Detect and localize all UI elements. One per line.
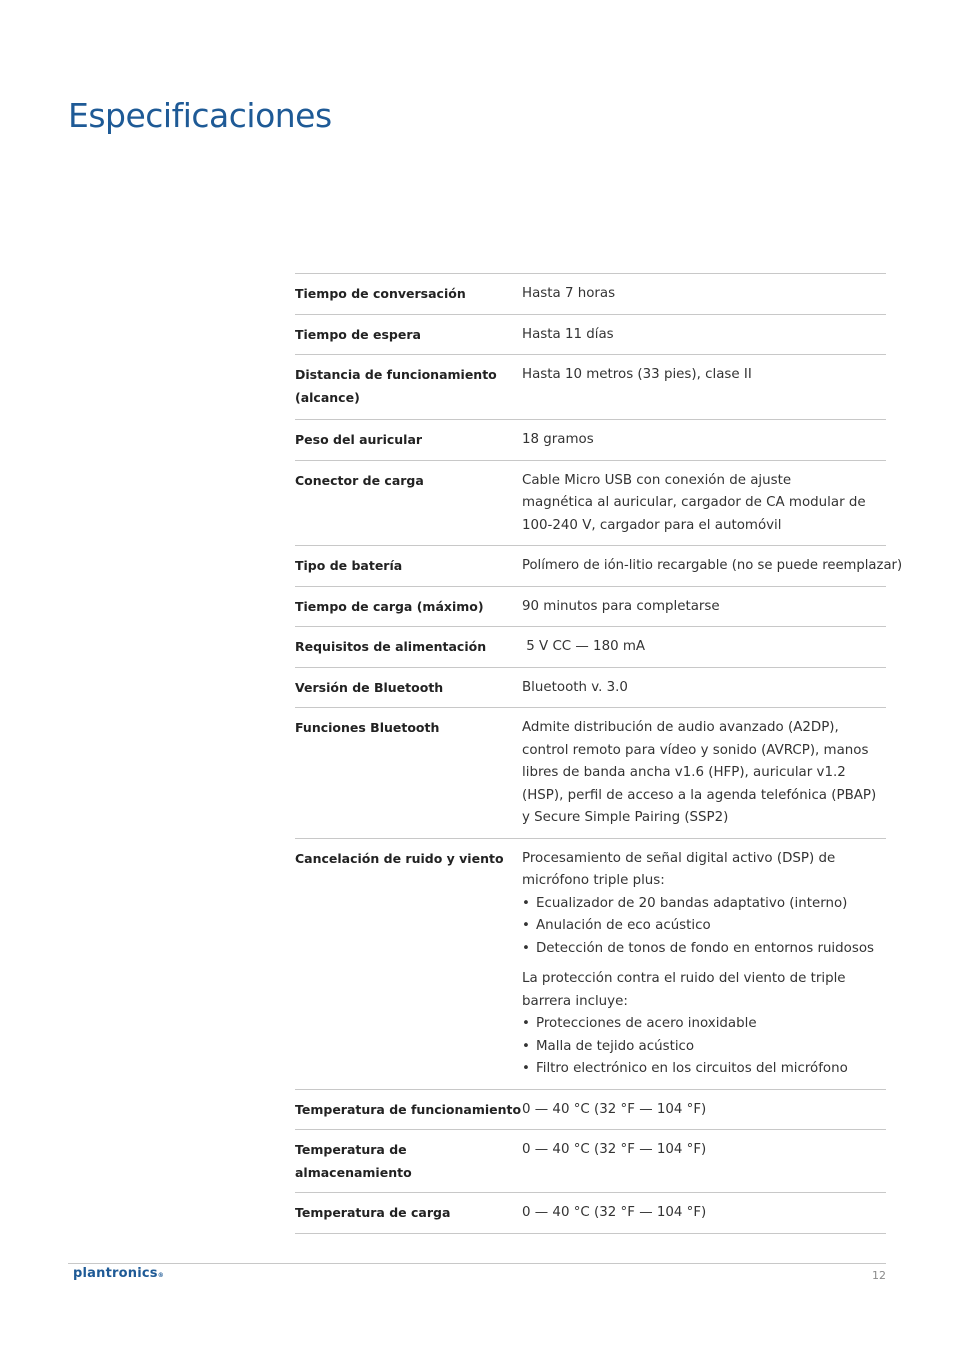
spec-value: 90 minutos para completarse — [522, 598, 720, 614]
spec-label: Tipo de batería — [295, 558, 403, 573]
spec-value: Cable Micro USB con conexión de ajuste magnética al auricular, cargador de CA modular de 100-240 V, cargador para el automóvil — [522, 472, 866, 533]
dsp-bullet-list — [522, 893, 886, 961]
spec-label: Versión de Bluetooth — [295, 679, 444, 695]
footer-divider — [68, 1263, 886, 1264]
spec-label: Cancelación de ruido y viento — [295, 850, 504, 866]
spec-row-range — [295, 355, 886, 420]
dsp-block — [522, 848, 886, 961]
spec-row-storage-temperature — [295, 1130, 886, 1193]
spec-row-charging-connector — [295, 461, 886, 547]
spec-table — [295, 273, 903, 1234]
spec-row-charging-temperature — [295, 1193, 886, 1234]
plantronics-logo — [73, 1266, 164, 1281]
spec-label: Tiempo de carga (máximo) — [295, 598, 484, 614]
spec-row-battery-type — [295, 546, 903, 587]
spec-value: Hasta 10 metros (33 pies), clase II — [522, 367, 752, 382]
spec-label: Tiempo de conversación — [295, 286, 466, 301]
spec-value: 0 — 40 °C (32 °F — 104 °F) — [522, 1142, 707, 1157]
spec-value: 0 — 40 °C (32 °F — 104 °F) — [522, 1101, 707, 1117]
spec-row-weight — [295, 420, 886, 461]
spec-label: Conector de carga — [295, 472, 424, 488]
logo-text: plantronics — [73, 1266, 158, 1281]
spec-value: Admite distribución de audio avanzado (A2DP), control remoto para vídeo y sonido (AVRCP), manos libres de banda ancha v1.6 (HFP), auricular v1.2 (HSP), perfil de acceso a la agenda telefónica (PBAP) y Secure Simple Pairing (SSP2) — [522, 720, 877, 825]
spec-label: Temperatura de almacenamiento — [295, 1142, 412, 1180]
spec-value: Hasta 11 días — [522, 326, 614, 342]
list-item: • Ecualizador de 20 bandas adaptativo (interno) — [522, 893, 886, 916]
spec-row-charge-time — [295, 587, 886, 628]
list-item: • Protecciones de acero inoxidable — [522, 1013, 886, 1036]
spec-row-noise-cancellation — [295, 839, 886, 1090]
spec-label: Peso del auricular — [295, 432, 423, 447]
spec-label: Tiempo de espera — [295, 326, 421, 342]
spec-label: Requisitos de alimentación — [295, 639, 487, 654]
list-item: • Anulación de eco acústico — [522, 915, 886, 938]
page-number: 12 — [872, 1269, 886, 1282]
registered-mark: ® — [157, 1272, 164, 1279]
dsp-intro: Procesamiento de señal digital activo (DSP) de micrófono triple plus: — [522, 850, 836, 888]
spec-value: Hasta 7 horas — [522, 286, 616, 301]
list-item: • Malla de tejido acústico — [522, 1036, 886, 1059]
spec-row-power-requirements — [295, 627, 886, 668]
wind-bullet-list — [522, 1013, 886, 1081]
spec-label: Temperatura de carga — [295, 1205, 451, 1220]
spec-value: Polímero de ión-litio recargable (no se puede reemplazar) — [522, 558, 903, 573]
list-item: • Filtro electrónico en los circuitos del micrófono — [522, 1058, 886, 1081]
spec-row-bluetooth-version — [295, 668, 886, 709]
spec-row-standby-time — [295, 315, 886, 356]
spec-label: Funciones Bluetooth — [295, 720, 440, 735]
spec-label: Temperatura de funcionamiento — [295, 1101, 522, 1117]
spec-label: Distancia de funcionamiento (alcance) — [295, 367, 497, 405]
wind-intro: La protección contra el ruido del viento de triple barrera incluye: — [522, 971, 846, 1009]
spec-row-bluetooth-features — [295, 708, 886, 839]
spec-value: 18 gramos — [522, 432, 594, 447]
spec-value: 5 V CC — 180 mA — [522, 639, 646, 654]
spec-row-talk-time — [295, 274, 886, 315]
spec-value — [522, 847, 886, 1081]
spec-value: 0 — 40 °C (32 °F — 104 °F) — [522, 1205, 707, 1220]
list-item: • Detección de tonos de fondo en entornos ruidosos — [522, 938, 886, 961]
page-title: Especificaciones — [68, 96, 332, 135]
spec-row-operating-temperature — [295, 1090, 886, 1131]
spec-value: Bluetooth v. 3.0 — [522, 679, 628, 695]
wind-block — [522, 968, 886, 1081]
